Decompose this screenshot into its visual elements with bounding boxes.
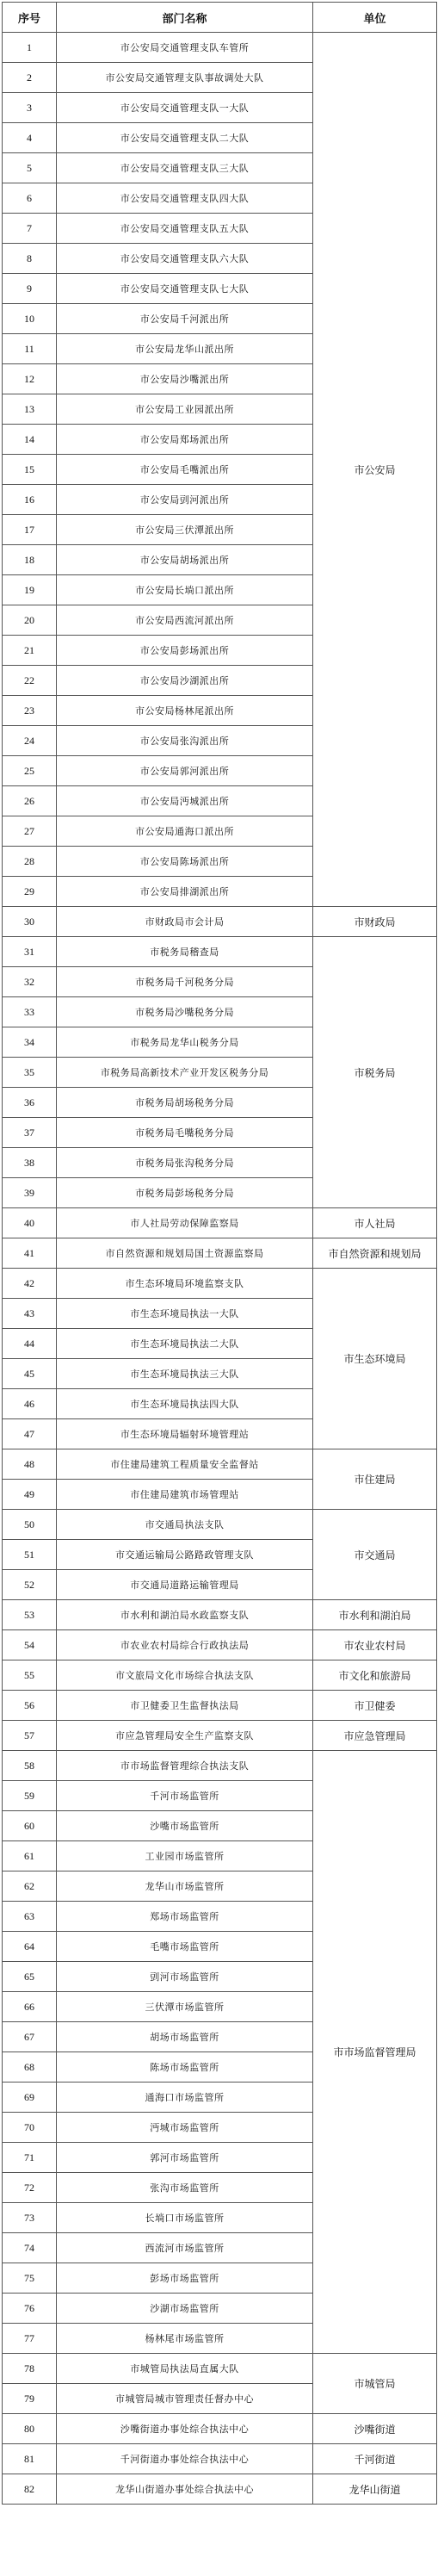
table-row	[3, 1238, 437, 1269]
serial-number-cell: 1	[3, 33, 57, 63]
serial-number-cell: 2	[3, 63, 57, 93]
department-name-cell: 通海口市场监管所	[57, 2083, 313, 2113]
serial-number-cell: 15	[3, 455, 57, 485]
header-serial-number: 序号	[3, 3, 57, 33]
department-name-cell: 市公安局杨林尾派出所	[57, 696, 313, 726]
department-name-cell: 市城管局城市管理责任督办中心	[57, 2384, 313, 2414]
department-name-cell: 张沟市场监管所	[57, 2173, 313, 2203]
department-name-cell: 市公安局毛嘴派出所	[57, 455, 313, 485]
unit-cell: 市住建局	[313, 1449, 437, 1510]
department-name-cell: 市公安局剅河派出所	[57, 485, 313, 515]
serial-number-cell: 31	[3, 937, 57, 967]
department-name-cell: 市生态环境局执法三大队	[57, 1359, 313, 1389]
serial-number-cell: 71	[3, 2143, 57, 2173]
serial-number-cell: 28	[3, 847, 57, 877]
serial-number-cell: 35	[3, 1058, 57, 1088]
department-name-cell: 市卫健委卫生监督执法局	[57, 1691, 313, 1721]
department-name-cell: 沙湖市场监管所	[57, 2294, 313, 2324]
department-name-cell: 市生态环境局执法一大队	[57, 1299, 313, 1329]
department-name-cell: 市公安局交通管理支队二大队	[57, 123, 313, 153]
serial-number-cell: 39	[3, 1178, 57, 1208]
serial-number-cell: 66	[3, 1992, 57, 2022]
table-row	[3, 2414, 437, 2444]
serial-number-cell: 27	[3, 816, 57, 847]
serial-number-cell: 38	[3, 1148, 57, 1178]
department-name-cell: 市公安局交通管理支队七大队	[57, 274, 313, 304]
table-row	[3, 1721, 437, 1751]
department-name-cell: 沙嘴市场监管所	[57, 1811, 313, 1841]
serial-number-cell: 11	[3, 334, 57, 364]
department-name-cell: 市公安局交通管理支队四大队	[57, 183, 313, 214]
unit-cell: 市自然资源和规划局	[313, 1238, 437, 1269]
department-name-cell: 市公安局陈场派出所	[57, 847, 313, 877]
serial-number-cell: 25	[3, 756, 57, 786]
serial-number-cell: 4	[3, 123, 57, 153]
department-table	[2, 2, 437, 2505]
department-name-cell: 市公安局长埫口派出所	[57, 575, 313, 605]
serial-number-cell: 14	[3, 425, 57, 455]
serial-number-cell: 12	[3, 364, 57, 394]
department-name-cell: 市公安局千河派出所	[57, 304, 313, 334]
serial-number-cell: 59	[3, 1781, 57, 1811]
department-name-cell: 市公安局交通管理支队车管所	[57, 33, 313, 63]
department-name-cell: 市公安局沙嘴派出所	[57, 364, 313, 394]
serial-number-cell: 67	[3, 2022, 57, 2052]
serial-number-cell: 46	[3, 1389, 57, 1419]
department-name-cell: 市公安局交通管理支队三大队	[57, 153, 313, 183]
unit-cell: 市市场监督管理局	[313, 1751, 437, 2354]
serial-number-cell: 37	[3, 1118, 57, 1148]
department-name-cell: 市公安局交通管理支队五大队	[57, 214, 313, 244]
department-name-cell: 杨林尾市场监管所	[57, 2324, 313, 2354]
serial-number-cell: 73	[3, 2203, 57, 2233]
serial-number-cell: 20	[3, 605, 57, 636]
table-row	[3, 2474, 437, 2505]
table-row	[3, 1208, 437, 1238]
table-row	[3, 907, 437, 937]
department-name-cell: 市公安局胡场派出所	[57, 545, 313, 575]
table-row	[3, 2354, 437, 2384]
table-row	[3, 2444, 437, 2474]
serial-number-cell: 41	[3, 1238, 57, 1269]
unit-cell: 市水利和湖泊局	[313, 1600, 437, 1630]
serial-number-cell: 22	[3, 666, 57, 696]
department-name-cell: 市生态环境局执法二大队	[57, 1329, 313, 1359]
department-name-cell: 市城管局执法局直属大队	[57, 2354, 313, 2384]
department-name-cell: 胡场市场监管所	[57, 2022, 313, 2052]
department-name-cell: 市公安局交通管理支队六大队	[57, 244, 313, 274]
serial-number-cell: 63	[3, 1902, 57, 1932]
department-name-cell: 市公安局郑场派出所	[57, 425, 313, 455]
serial-number-cell: 50	[3, 1510, 57, 1540]
serial-number-cell: 60	[3, 1811, 57, 1841]
serial-number-cell: 49	[3, 1480, 57, 1510]
department-name-cell: 千河市场监管所	[57, 1781, 313, 1811]
department-name-cell: 市生态环境局执法四大队	[57, 1389, 313, 1419]
unit-cell: 市城管局	[313, 2354, 437, 2414]
department-name-cell: 郑场市场监管所	[57, 1902, 313, 1932]
serial-number-cell: 68	[3, 2052, 57, 2083]
department-name-cell: 剅河市场监管所	[57, 1962, 313, 1992]
department-name-cell: 市公安局郭河派出所	[57, 756, 313, 786]
department-name-cell: 市交通局道路运输管理局	[57, 1570, 313, 1600]
department-name-cell: 市税务局龙华山税务分局	[57, 1027, 313, 1058]
serial-number-cell: 40	[3, 1208, 57, 1238]
serial-number-cell: 53	[3, 1600, 57, 1630]
department-name-cell: 沙嘴街道办事处综合执法中心	[57, 2414, 313, 2444]
serial-number-cell: 7	[3, 214, 57, 244]
department-name-cell: 市公安局排湖派出所	[57, 877, 313, 907]
serial-number-cell: 74	[3, 2233, 57, 2263]
serial-number-cell: 18	[3, 545, 57, 575]
serial-number-cell: 6	[3, 183, 57, 214]
serial-number-cell: 52	[3, 1570, 57, 1600]
department-name-cell: 长埫口市场监管所	[57, 2203, 313, 2233]
department-name-cell: 市公安局张沟派出所	[57, 726, 313, 756]
serial-number-cell: 17	[3, 515, 57, 545]
serial-number-cell: 48	[3, 1449, 57, 1480]
table-body	[3, 33, 437, 2505]
serial-number-cell: 75	[3, 2263, 57, 2294]
department-name-cell: 市住建局建筑工程质量安全监督站	[57, 1449, 313, 1480]
unit-cell: 市文化和旅游局	[313, 1660, 437, 1691]
department-name-cell: 市生态环境局环境监察支队	[57, 1269, 313, 1299]
department-name-cell: 市税务局稽查局	[57, 937, 313, 967]
serial-number-cell: 58	[3, 1751, 57, 1781]
serial-number-cell: 36	[3, 1088, 57, 1118]
department-name-cell: 市公安局彭场派出所	[57, 636, 313, 666]
table-row	[3, 33, 437, 63]
table-row	[3, 1660, 437, 1691]
serial-number-cell: 55	[3, 1660, 57, 1691]
table-row	[3, 1691, 437, 1721]
serial-number-cell: 44	[3, 1329, 57, 1359]
department-name-cell: 郭河市场监管所	[57, 2143, 313, 2173]
department-name-cell: 市公安局通海口派出所	[57, 816, 313, 847]
header-unit: 单位	[313, 3, 437, 33]
department-name-cell: 市公安局沙湖派出所	[57, 666, 313, 696]
serial-number-cell: 82	[3, 2474, 57, 2505]
header-department-name: 部门名称	[57, 3, 313, 33]
department-name-cell: 市公安局龙华山派出所	[57, 334, 313, 364]
table-header-row	[3, 3, 437, 33]
serial-number-cell: 57	[3, 1721, 57, 1751]
serial-number-cell: 65	[3, 1962, 57, 1992]
serial-number-cell: 34	[3, 1027, 57, 1058]
department-name-cell: 市住建局建筑市场管理站	[57, 1480, 313, 1510]
unit-cell: 市应急管理局	[313, 1721, 437, 1751]
department-name-cell: 市财政局市会计局	[57, 907, 313, 937]
unit-cell: 市人社局	[313, 1208, 437, 1238]
serial-number-cell: 69	[3, 2083, 57, 2113]
department-name-cell: 市税务局毛嘴税务分局	[57, 1118, 313, 1148]
department-name-cell: 市公安局交通管理支队一大队	[57, 93, 313, 123]
serial-number-cell: 21	[3, 636, 57, 666]
serial-number-cell: 54	[3, 1630, 57, 1660]
department-name-cell: 市市场监督管理综合执法支队	[57, 1751, 313, 1781]
unit-cell: 市交通局	[313, 1510, 437, 1600]
department-name-cell: 市公安局工业园派出所	[57, 394, 313, 425]
serial-number-cell: 80	[3, 2414, 57, 2444]
serial-number-cell: 16	[3, 485, 57, 515]
department-name-cell: 市税务局高新技术产业开发区税务分局	[57, 1058, 313, 1088]
department-name-cell: 市应急管理局安全生产监察支队	[57, 1721, 313, 1751]
table-row	[3, 1751, 437, 1781]
unit-cell: 沙嘴街道	[313, 2414, 437, 2444]
department-name-cell: 市税务局胡场税务分局	[57, 1088, 313, 1118]
department-name-cell: 市人社局劳动保障监察局	[57, 1208, 313, 1238]
serial-number-cell: 30	[3, 907, 57, 937]
table-row	[3, 1600, 437, 1630]
department-name-cell: 毛嘴市场监管所	[57, 1932, 313, 1962]
department-name-cell: 市交通局执法支队	[57, 1510, 313, 1540]
serial-number-cell: 81	[3, 2444, 57, 2474]
serial-number-cell: 26	[3, 786, 57, 816]
unit-cell: 市农业农村局	[313, 1630, 437, 1660]
serial-number-cell: 33	[3, 997, 57, 1027]
department-name-cell: 三伏潭市场监管所	[57, 1992, 313, 2022]
department-name-cell: 市文旅局文化市场综合执法支队	[57, 1660, 313, 1691]
serial-number-cell: 24	[3, 726, 57, 756]
unit-cell: 市公安局	[313, 33, 437, 907]
serial-number-cell: 10	[3, 304, 57, 334]
table-row	[3, 1630, 437, 1660]
unit-cell: 市财政局	[313, 907, 437, 937]
department-name-cell: 市税务局张沟税务分局	[57, 1148, 313, 1178]
department-name-cell: 龙华山街道办事处综合执法中心	[57, 2474, 313, 2505]
department-name-cell: 市税务局沙嘴税务分局	[57, 997, 313, 1027]
unit-cell: 龙华山街道	[313, 2474, 437, 2505]
department-name-cell: 沔城市场监管所	[57, 2113, 313, 2143]
department-name-cell: 陈场市场监管所	[57, 2052, 313, 2083]
department-name-cell: 市生态环境局辐射环境管理站	[57, 1419, 313, 1449]
serial-number-cell: 3	[3, 93, 57, 123]
table-row	[3, 1449, 437, 1480]
serial-number-cell: 29	[3, 877, 57, 907]
department-name-cell: 市公安局三伏潭派出所	[57, 515, 313, 545]
serial-number-cell: 56	[3, 1691, 57, 1721]
department-name-cell: 市公安局交通管理支队事故调处大队	[57, 63, 313, 93]
department-name-cell: 市农业农村局综合行政执法局	[57, 1630, 313, 1660]
serial-number-cell: 70	[3, 2113, 57, 2143]
serial-number-cell: 61	[3, 1841, 57, 1871]
department-name-cell: 龙华山市场监管所	[57, 1871, 313, 1902]
department-name-cell: 工业园市场监管所	[57, 1841, 313, 1871]
serial-number-cell: 9	[3, 274, 57, 304]
serial-number-cell: 5	[3, 153, 57, 183]
serial-number-cell: 79	[3, 2384, 57, 2414]
serial-number-cell: 78	[3, 2354, 57, 2384]
serial-number-cell: 42	[3, 1269, 57, 1299]
unit-cell: 市生态环境局	[313, 1269, 437, 1449]
serial-number-cell: 13	[3, 394, 57, 425]
department-name-cell: 市公安局沔城派出所	[57, 786, 313, 816]
serial-number-cell: 8	[3, 244, 57, 274]
department-name-cell: 千河街道办事处综合执法中心	[57, 2444, 313, 2474]
serial-number-cell: 32	[3, 967, 57, 997]
department-name-cell: 市水利和湖泊局水政监察支队	[57, 1600, 313, 1630]
serial-number-cell: 77	[3, 2324, 57, 2354]
unit-cell: 千河街道	[313, 2444, 437, 2474]
department-name-cell: 彭场市场监管所	[57, 2263, 313, 2294]
serial-number-cell: 64	[3, 1932, 57, 1962]
table-row	[3, 1269, 437, 1299]
serial-number-cell: 72	[3, 2173, 57, 2203]
table-row	[3, 937, 437, 967]
unit-cell: 市卫健委	[313, 1691, 437, 1721]
serial-number-cell: 62	[3, 1871, 57, 1902]
serial-number-cell: 19	[3, 575, 57, 605]
unit-cell: 市税务局	[313, 937, 437, 1208]
department-name-cell: 市自然资源和规划局国土资源监察局	[57, 1238, 313, 1269]
department-name-cell: 市交通运输局公路路政管理支队	[57, 1540, 313, 1570]
serial-number-cell: 45	[3, 1359, 57, 1389]
serial-number-cell: 51	[3, 1540, 57, 1570]
serial-number-cell: 43	[3, 1299, 57, 1329]
serial-number-cell: 76	[3, 2294, 57, 2324]
serial-number-cell: 47	[3, 1419, 57, 1449]
department-name-cell: 市税务局彭场税务分局	[57, 1178, 313, 1208]
department-name-cell: 市税务局千河税务分局	[57, 967, 313, 997]
serial-number-cell: 23	[3, 696, 57, 726]
department-name-cell: 市公安局西流河派出所	[57, 605, 313, 636]
table-row	[3, 1510, 437, 1540]
department-name-cell: 西流河市场监管所	[57, 2233, 313, 2263]
